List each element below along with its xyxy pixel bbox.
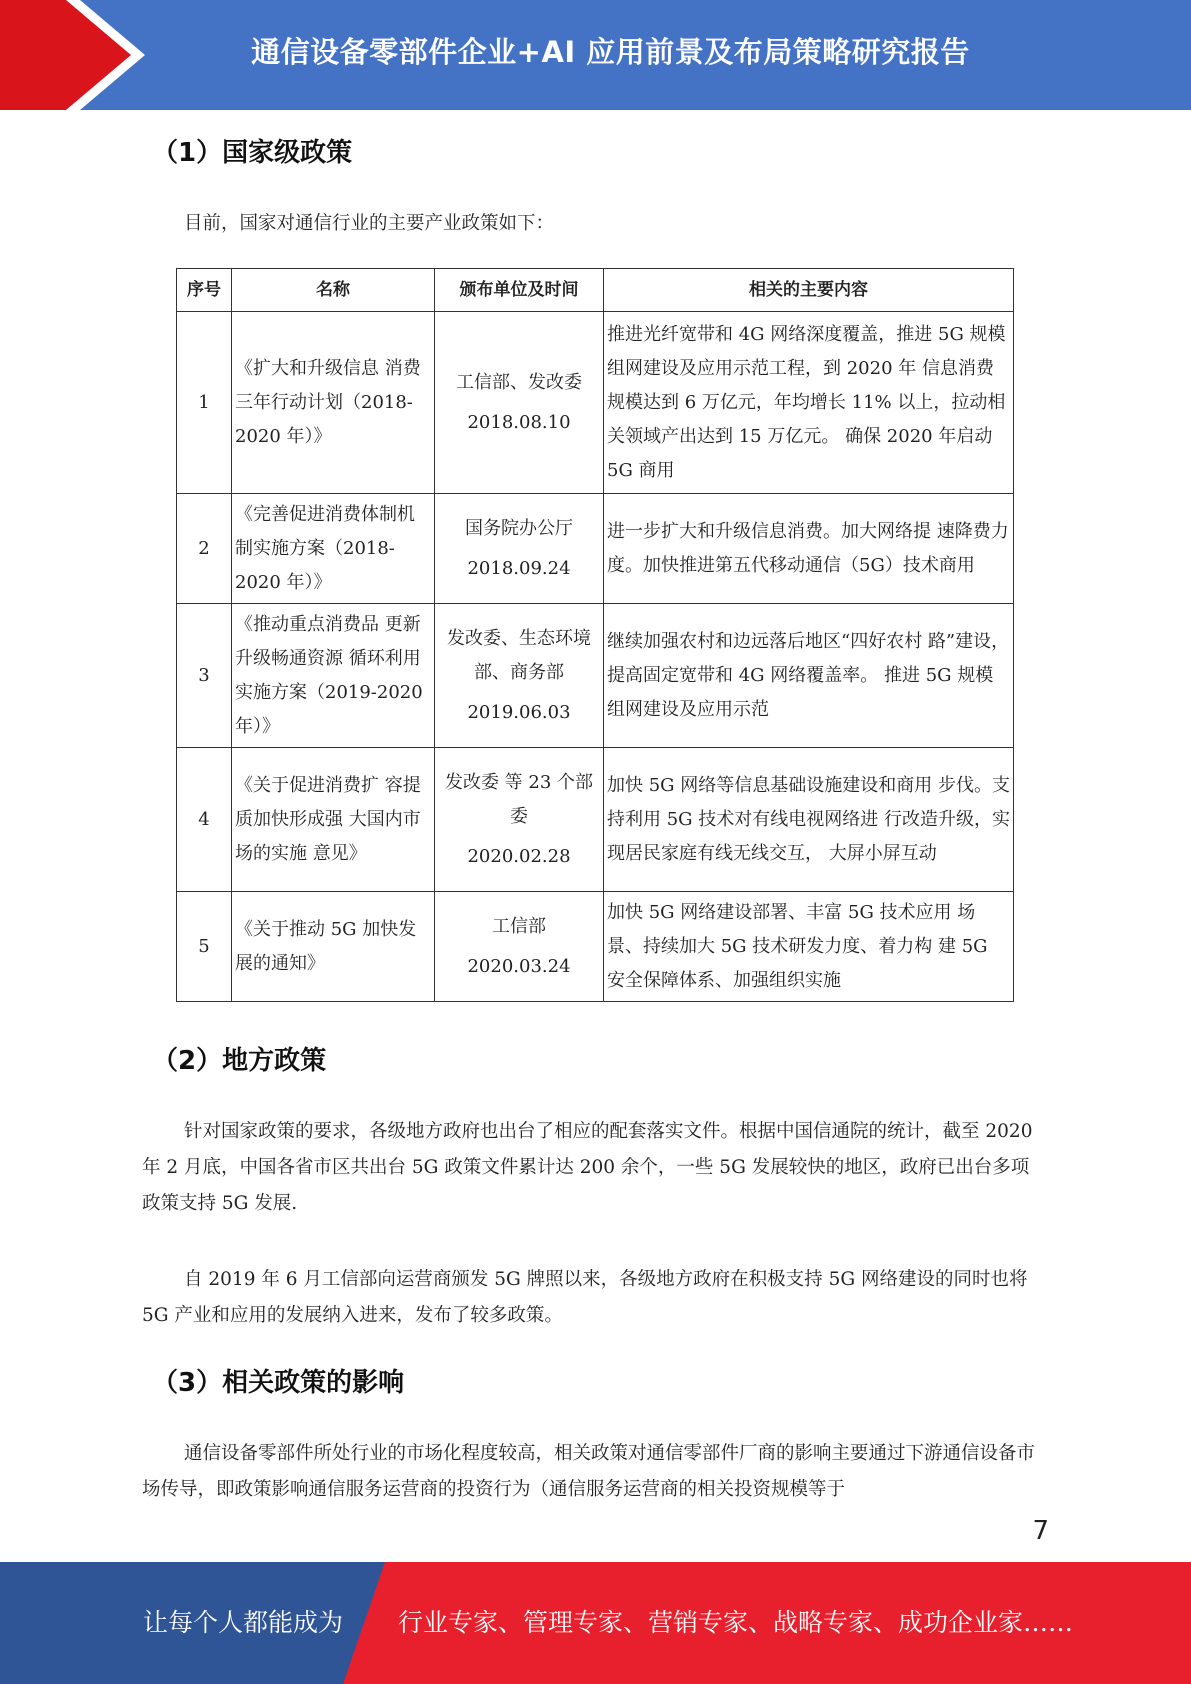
- page-footer: [0, 1562, 1191, 1684]
- table-header-row: [177, 269, 1014, 312]
- header-unit: 颁布单位及时间: [435, 269, 604, 312]
- header-red-chevron: [0, 0, 150, 110]
- row-unit-cell: [435, 748, 604, 892]
- row-unit: 国务院办公厅: [465, 517, 573, 539]
- row-date: 2018.09.24: [467, 557, 571, 579]
- paragraph-text: 针对国家政策的要求，各级地方政府也出台了相应的配套落实文件。根据中国信通院的统计，截至 2020 年 2 月底，中国各省市区共出台 5G 政策文件累计达 200 余个，一些 5G 发展较快的地区，政府已出台多项政策支持 5G 发展.: [142, 1121, 1033, 1214]
- header-no: 序号: [177, 269, 232, 312]
- row-name: 《推动重点消费品 更新升级畅通资源 循环利用实施方案（2019-2020 年）》: [232, 604, 435, 748]
- page-header: [0, 0, 1191, 110]
- row-name: 《扩大和升级信息 消费三年行动计划（2018-2020 年）》: [232, 312, 435, 494]
- table-row: [177, 748, 1014, 892]
- row-content: 推进光纤宽带和 4G 网络深度覆盖，推进 5G 规模组网建设及应用示范工程，到 2020 年 信息消费规模达到 6 万亿元，年均增长 11% 以上，拉动相关领域产出达到 15 万亿元。 确保 2020 年启动 5G 商用: [604, 312, 1014, 494]
- header-content: 相关的主要内容: [604, 269, 1014, 312]
- row-unit-cell: [435, 312, 604, 494]
- row-unit-cell: [435, 892, 604, 1002]
- row-content: 加快 5G 网络等信息基础设施建设和商用 步伐。支持利用 5G 技术对有线电视网络进 行改造升级，实现居民家庭有线无线交互， 大屏小屏互动: [604, 748, 1014, 892]
- row-no: 4: [177, 748, 232, 892]
- table-row: [177, 494, 1014, 604]
- intro-text: 目前，国家对通信行业的主要产业政策如下：: [184, 213, 555, 234]
- row-date: 2020.03.24: [467, 955, 571, 977]
- section-title-local: （2）地方政策: [152, 1046, 327, 1076]
- local-policy-paragraph-1: [142, 1114, 1042, 1222]
- table-row: [177, 604, 1014, 748]
- paragraph-text: 自 2019 年 6 月工信部向运营商颁发 5G 牌照以来，各级地方政府在积极支持 5G 网络建设的同时也将 5G 产业和应用的发展纳入进来，发布了较多政策。: [142, 1269, 1028, 1326]
- footer-slogan-right: 行业专家、管理专家、营销专家、战略专家、成功企业家……: [398, 1608, 1074, 1637]
- row-content: 继续加强农村和边远落后地区“四好农村 路”建设，提高固定宽带和 4G 网络覆盖率。 推进 5G 规模组网建设及应用示范: [604, 604, 1014, 748]
- row-name: 《关于推动 5G 加快发展的通知》: [232, 892, 435, 1002]
- row-content: 加快 5G 网络建设部署、丰富 5G 技术应用 场景、持续加大 5G 技术研发力度、着力构 建 5G 安全保障体系、加强组织实施: [604, 892, 1014, 1002]
- row-unit: 工信部、发改委: [456, 371, 582, 393]
- row-content: 进一步扩大和升级信息消费。加大网络提 速降费力度。加快推进第五代移动通信（5G）技术商用: [604, 494, 1014, 604]
- paragraph-text: 通信设备零部件所处行业的市场化程度较高，相关政策对通信零部件厂商的影响主要通过下游通信设备市场传导，即政策影响通信服务运营商的投资行为（通信服务运营商的相关投资规模等于: [142, 1443, 1036, 1500]
- row-no: 2: [177, 494, 232, 604]
- section-title-national: （1）国家级政策: [152, 138, 353, 168]
- table-row: [177, 312, 1014, 494]
- row-unit-cell: [435, 494, 604, 604]
- row-date: 2019.06.03: [467, 701, 571, 723]
- footer-slogan-left: 让每个人都能成为: [143, 1608, 344, 1637]
- row-no: 5: [177, 892, 232, 1002]
- policy-table: [176, 268, 1014, 1002]
- header-name: 名称: [232, 269, 435, 312]
- row-date: 2018.08.10: [467, 411, 571, 433]
- header-title: 通信设备零部件企业+AI 应用前景及布局策略研究报告: [251, 35, 970, 69]
- row-unit-cell: [435, 604, 604, 748]
- page-number: 7: [1032, 1516, 1049, 1546]
- row-unit: 工信部: [492, 915, 546, 937]
- section-title-impact: （3）相关政策的影响: [152, 1368, 405, 1398]
- row-unit: 发改委、生态环境部、商务部: [447, 627, 591, 683]
- row-no: 1: [177, 312, 232, 494]
- row-date: 2020.02.28: [467, 845, 571, 867]
- table-row: [177, 892, 1014, 1002]
- row-unit: 发改委 等 23 个部委: [444, 771, 594, 827]
- local-policy-paragraph-2: [142, 1262, 1042, 1334]
- impact-paragraph: [142, 1436, 1042, 1508]
- row-name: 《关于促进消费扩 容提质加快形成强 大国内市场的实施 意见》: [232, 748, 435, 892]
- row-name: 《完善促进消费体制机制实施方案（2018-2020 年）》: [232, 494, 435, 604]
- row-no: 3: [177, 604, 232, 748]
- section-intro: [142, 206, 1042, 242]
